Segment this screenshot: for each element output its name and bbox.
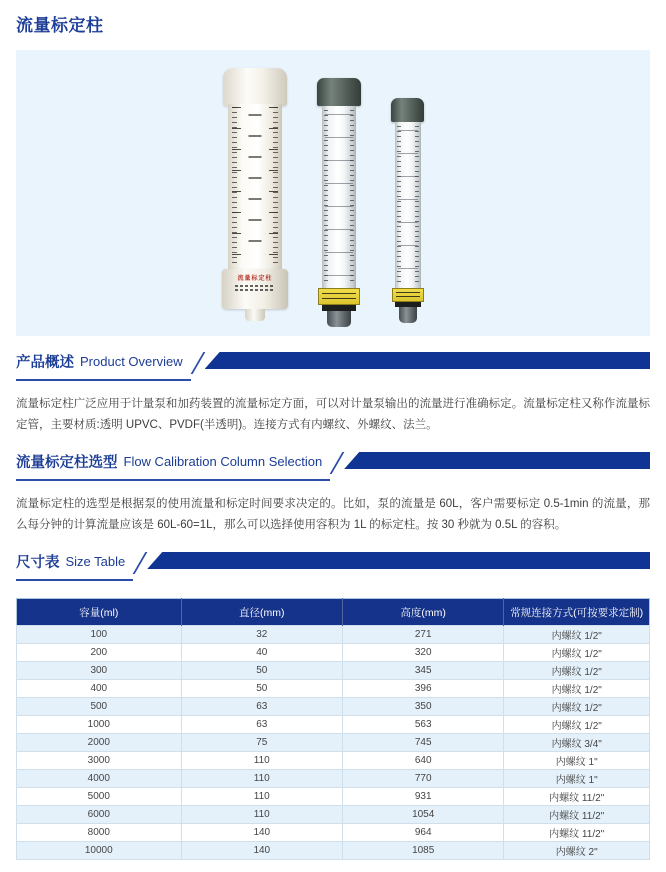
table-cell: 110 [181, 752, 342, 770]
section-heading [16, 451, 330, 481]
scale-ticks [232, 107, 241, 267]
table-cell: 1085 [342, 842, 503, 860]
table-row [17, 806, 650, 824]
table-cell: 200 [17, 644, 182, 662]
table-cell: 内螺纹 11/2" [504, 824, 650, 842]
table-row [17, 788, 650, 806]
table-cell: 1054 [342, 806, 503, 824]
table-cell: 1000 [17, 716, 182, 734]
scale-ticks [350, 110, 354, 284]
table-cell: 40 [181, 644, 342, 662]
table-cell: 内螺纹 1" [504, 752, 650, 770]
header-bar [344, 452, 650, 469]
table-cell: 6000 [17, 806, 182, 824]
header-diagonal-accent [133, 552, 147, 574]
table-cell: 50 [181, 662, 342, 680]
scale-ticks [269, 107, 278, 267]
table-cell: 2000 [17, 734, 182, 752]
scale-ticks [415, 126, 419, 284]
section-heading-zh: 尺寸表 [16, 555, 60, 571]
table-cell: 内螺纹 2" [504, 842, 650, 860]
section-header-selection [16, 451, 650, 482]
section-header-overview [16, 351, 650, 382]
table-row [17, 680, 650, 698]
selection-paragraph: 流量标定柱的选型是根据泵的使用流量和标定时间要求决定的。比如，泵的流量是 60L，客户需要标定 0.5-1min 的流量，那么每分钟的计算流量应该是 60L-60=1L，那么可以选择使用容积为 1L 的标定柱。按 30 秒就为 0.5L 的容积。 [16, 498, 650, 531]
table-cell: 110 [181, 806, 342, 824]
table-cell: 4000 [17, 770, 182, 788]
table-cell: 320 [342, 644, 503, 662]
table-row [17, 662, 650, 680]
table-cell: 内螺纹 1/2" [504, 626, 650, 644]
table-cell: 内螺纹 1/2" [504, 680, 650, 698]
table-cell: 内螺纹 11/2" [504, 788, 650, 806]
section-heading-en: Size Table [65, 554, 126, 569]
header-bar [205, 352, 650, 369]
section-heading [16, 551, 133, 581]
header-diagonal-accent [330, 452, 344, 474]
column-cap [223, 68, 287, 106]
table-cell: 640 [342, 752, 503, 770]
table-cell: 563 [342, 716, 503, 734]
product-image-panel [16, 50, 650, 336]
table-row [17, 752, 650, 770]
table-cell: 300 [17, 662, 182, 680]
scale-ticks [324, 110, 328, 284]
column-header-height: 高度(mm) [342, 599, 503, 626]
column-cap [391, 98, 424, 122]
size-table-head [17, 599, 650, 626]
table-row [17, 716, 650, 734]
table-cell: 63 [181, 716, 342, 734]
table-cell: 770 [342, 770, 503, 788]
column-nozzle [245, 309, 265, 321]
header-diagonal-accent [191, 352, 205, 374]
table-cell: 500 [17, 698, 182, 716]
section-heading-en: Flow Calibration Column Selection [123, 454, 323, 469]
table-cell: 3000 [17, 752, 182, 770]
table-cell: 931 [342, 788, 503, 806]
table-cell: 内螺纹 1/2" [504, 662, 650, 680]
table-header-row [17, 599, 650, 626]
column-tube [395, 122, 421, 288]
column-header-connection: 常规连接方式(可按要求定制) [504, 599, 650, 626]
column-header-capacity: 容量(ml) [17, 599, 182, 626]
table-row [17, 698, 650, 716]
section-heading-en: Product Overview [80, 354, 183, 369]
table-cell: 140 [181, 824, 342, 842]
section-heading-zh: 流量标定柱选型 [16, 455, 118, 471]
table-cell: 140 [181, 842, 342, 860]
table-row [17, 644, 650, 662]
table-cell: 271 [342, 626, 503, 644]
table-cell: 10000 [17, 842, 182, 860]
table-row [17, 734, 650, 752]
size-table-body [17, 626, 650, 860]
yellow-spec-label [392, 288, 424, 302]
table-cell: 内螺纹 1/2" [504, 698, 650, 716]
column-base [222, 269, 288, 309]
size-table [16, 598, 650, 860]
table-row [17, 842, 650, 860]
table-cell: 745 [342, 734, 503, 752]
label-fine-print [235, 289, 275, 291]
yellow-spec-label [318, 288, 360, 305]
table-cell: 75 [181, 734, 342, 752]
page-title: 流量标定柱 [16, 16, 104, 35]
table-cell: 396 [342, 680, 503, 698]
section-header-size-table [16, 551, 650, 582]
header-bar [147, 552, 650, 569]
table-cell: 内螺纹 1/2" [504, 644, 650, 662]
product-label [229, 276, 281, 300]
table-cell: 内螺纹 1/2" [504, 716, 650, 734]
table-cell: 100 [17, 626, 182, 644]
table-cell: 400 [17, 680, 182, 698]
column-tube [228, 104, 282, 270]
table-cell: 5000 [17, 788, 182, 806]
label-fine-print [235, 285, 275, 287]
column-cap [317, 78, 361, 106]
column-tube [322, 106, 356, 288]
scale-ticks [397, 126, 401, 284]
table-cell: 内螺纹 3/4" [504, 734, 650, 752]
column-header-diameter: 直径(mm) [181, 599, 342, 626]
table-row [17, 824, 650, 842]
column-connector [399, 307, 417, 323]
table-cell: 110 [181, 788, 342, 806]
section-heading-zh: 产品概述 [16, 355, 74, 371]
table-cell: 50 [181, 680, 342, 698]
table-cell: 345 [342, 662, 503, 680]
table-row [17, 626, 650, 644]
product-label-text: 流量标定柱 [237, 276, 273, 282]
table-cell: 内螺纹 1" [504, 770, 650, 788]
table-cell: 内螺纹 11/2" [504, 806, 650, 824]
table-cell: 110 [181, 770, 342, 788]
table-row [17, 770, 650, 788]
table-cell: 63 [181, 698, 342, 716]
table-cell: 964 [342, 824, 503, 842]
table-cell: 32 [181, 626, 342, 644]
column-connector [327, 311, 351, 327]
section-heading [16, 351, 191, 381]
scale-lines [325, 114, 353, 280]
table-cell: 8000 [17, 824, 182, 842]
scale-labels [249, 114, 262, 258]
table-cell: 350 [342, 698, 503, 716]
overview-paragraph: 流量标定柱广泛应用于计量泵和加药装置的流量标定方面，可以对计量泵输出的流量进行准确标定。流量标定柱又称作流量标定管，主要材质:透明 UPVC、PVDF(半透明)。连接方式有内螺纹、外螺纹、法兰。 [16, 398, 650, 431]
